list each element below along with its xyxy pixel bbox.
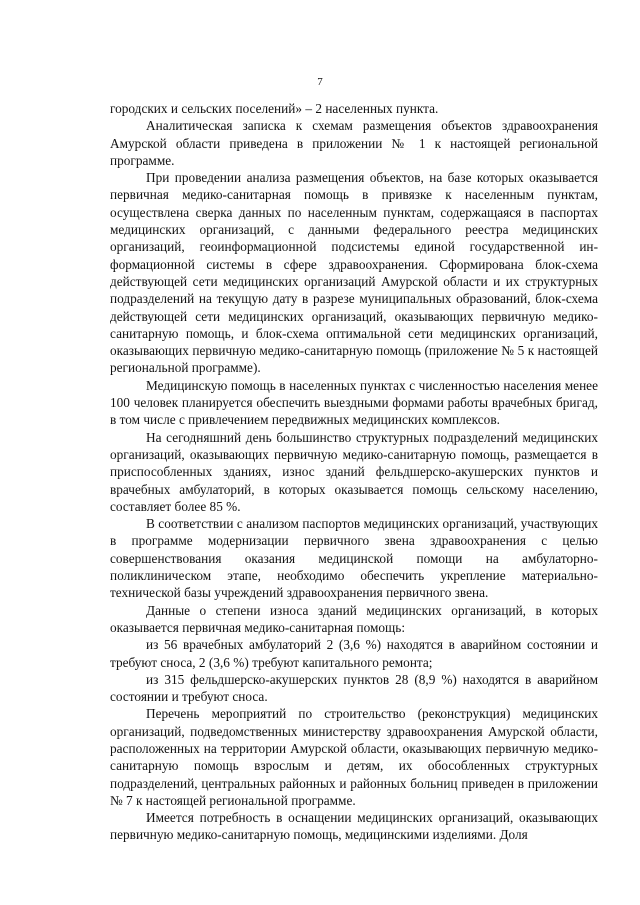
paragraph-5: На сегодняшний день большинство структурных подразделений медицинских организаций, оказывающих первичную медико-санитарную помощь, размещается в приспособленных зданиях, износ зданий фельдшерско-акушерских пунктов и врачебных амбулаторий, в которых оказывается помощь сельскому населению, составляет более 85 %. [110, 429, 598, 514]
paragraph-1: городских и сельских поселений» – 2 населенных пункта. [110, 101, 439, 116]
paragraph-3: При проведении анализа размещения объектов, на базе которых оказывается первичная медико-санитарная помощь в привязке к населенным пунктам, осуществлена сверка данных по населенным пунктам, содержащаяся в паспортах медицинских организаций, с данными федерального реестра медицинских организаций, геоинформационной подсистемы единой государственной информационной системы в сфере здравоохранения. Сформирована блок-схема действующей сети медицинских организаций Амурской области и их структурных подразделений на текущую дату в разрезе муниципальных образований, блок-схема действующей сети медицинских организаций, оказывающих первичную медико-санитарную помощь, и блок-схема оптимальной сети медицинских организаций, оказывающих первичную медико-санитарную помощь (приложение № 5 к настоящей региональной программе). [110, 170, 598, 376]
paragraph-11: Имеется потребность в оснащении медицинских организаций, оказывающих первичную медико-санитарную помощь, медицинскими изделиями. Доля [110, 810, 598, 843]
paragraph-6: В соответствии с анализом паспортов медицинских организаций, участвующих в программе модернизации первичного звена здравоохранения с целью совершенствования оказания медицинской помощи на амбулаторно-поликлиническом этапе, необходимо обеспечить укрепление материально-технической базы учреждений здравоохранения первичного звена. [110, 516, 598, 601]
paragraph-10: Перечень мероприятий по строительство (реконструкция) медицинских организаций, подведомственных министерству здравоохранения Амурской области, расположенных на территории Амурской области, оказывающих первичную медико-санитарную помощь взрослым и детям, их обособленных структурных подразделений, центральных районных и районных больниц приведен в приложении № 7 к настоящей региональной программе. [110, 706, 598, 808]
paragraph-9: из 315 фельдшерско-акушерских пунктов 28 (8,9 %) находятся в аварийном состоянии и требуют сноса. [110, 671, 598, 705]
paragraph-8: из 56 врачебных амбулаторий 2 (3,6 %) находятся в аварийном состоянии и требуют сноса, 2 (3,6 %) требуют капитального ремонта; [110, 637, 598, 670]
paragraph-4: Медицинскую помощь в населенных пунктах с численностью населения менее 100 человек планируется обеспечить выездными формами работы врачебных бригад, в том числе с привлечением передвижных медицинских комплексов. [110, 377, 598, 428]
paragraph-2: Аналитическая записка к схемам размещения объектов здравоохранения Амурской области приведена в приложении № 1 к настоящей региональной программе. [110, 118, 598, 168]
page-number: 7 [317, 76, 323, 88]
document-body [110, 100, 598, 844]
paragraph-7: Данные о степени износа зданий медицинских организаций, в которых оказывается первичная медико-санитарная помощь: [110, 602, 598, 635]
